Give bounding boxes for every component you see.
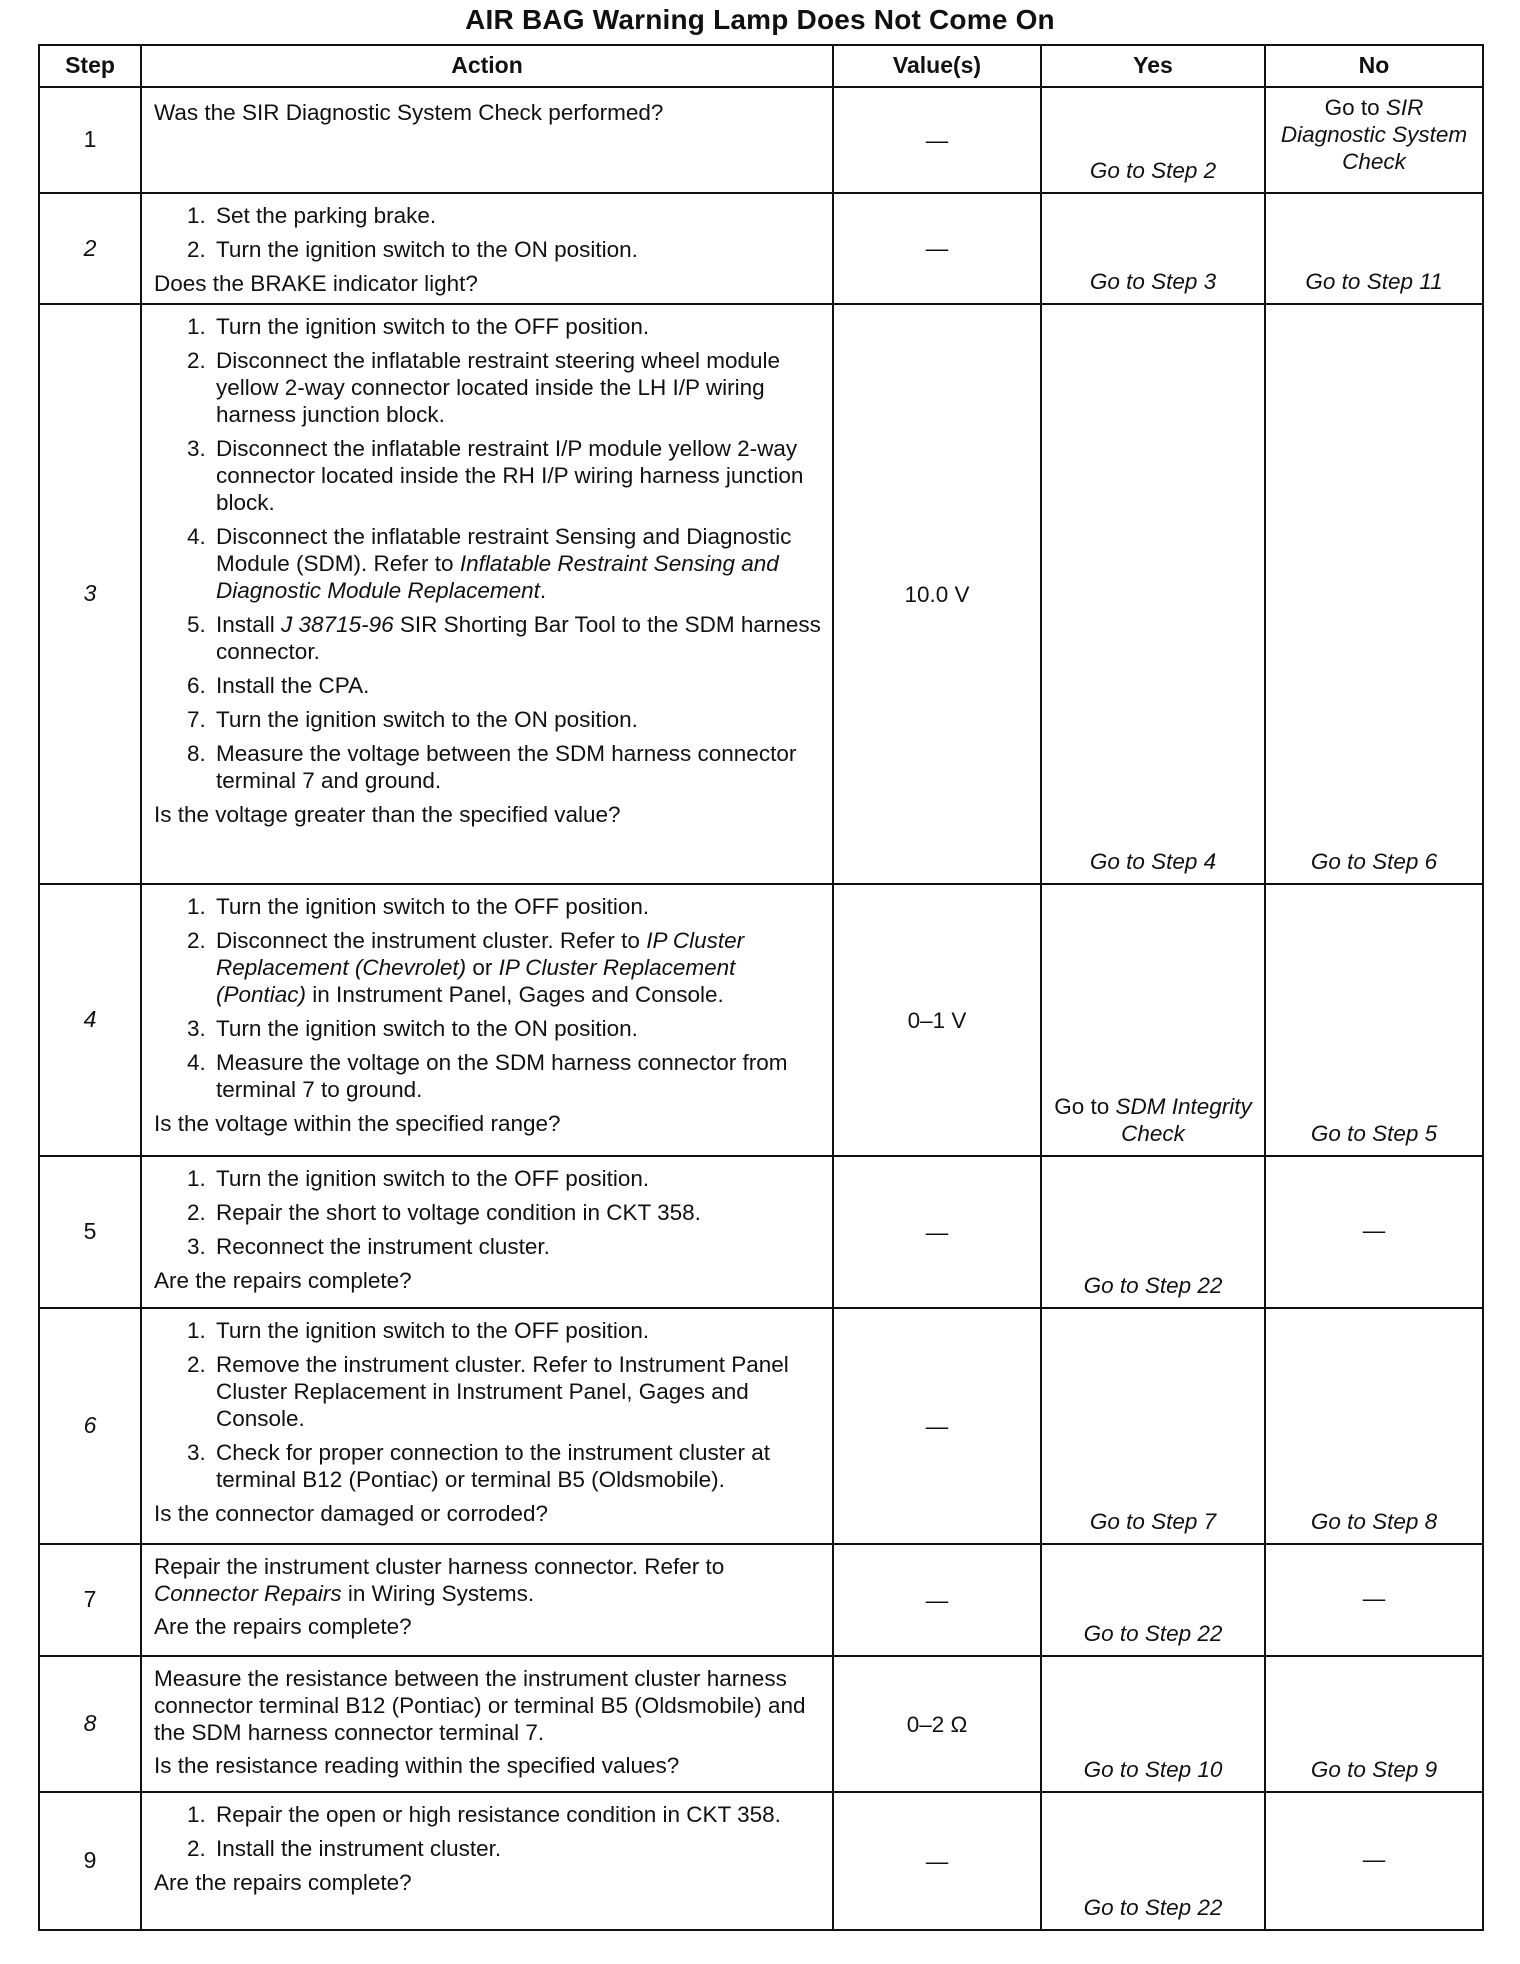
no-cell: Go to Step 11 <box>1265 193 1483 304</box>
value-cell: 0–1 V <box>833 884 1041 1156</box>
yes-cell: Go to Step 10 <box>1041 1656 1265 1792</box>
action-question: Are the repairs complete? <box>154 1268 412 1293</box>
no-prefix: Go to <box>1324 95 1386 120</box>
value-cell: — <box>833 1308 1041 1544</box>
action-step: 3. Check for proper connection to the instrument cluster at terminal B12 (Pontiac) or terminal B5 (Oldsmobile). <box>212 1439 822 1493</box>
action-question: Is the voltage greater than the specified value? <box>154 802 621 827</box>
yes-cell: Go to Step 7 <box>1041 1308 1265 1544</box>
step-number: 8 <box>39 1656 141 1792</box>
step-text: Install <box>216 612 282 637</box>
table-header-row <box>39 45 1483 87</box>
action-step: 1. Turn the ignition switch to the OFF position. <box>212 893 822 920</box>
action-step: 6. Install the CPA. <box>212 672 822 699</box>
yes-cell: Go to Step 22 <box>1041 1792 1265 1930</box>
action-step: 8. Measure the voltage between the SDM harness connector terminal 7 and ground. <box>212 740 822 794</box>
table-row <box>39 884 1483 1156</box>
doc-reference: IP Cluster Replacement (Chevrolet) <box>216 928 745 980</box>
action-step: 4. Measure the voltage on the SDM harness connector from terminal 7 to ground. <box>212 1049 822 1103</box>
step-number: 3 <box>39 304 141 884</box>
header-no: No <box>1265 45 1483 87</box>
action-step: 1. Set the parking brake. <box>212 202 822 229</box>
action-step: 3. Turn the ignition switch to the ON position. <box>212 1015 822 1042</box>
no-cell: — <box>1265 1792 1483 1930</box>
action-cell <box>141 193 833 304</box>
action-cell <box>141 304 833 884</box>
action-step: 1. Repair the open or high resistance condition in CKT 358. <box>212 1801 822 1828</box>
action-question: Are the repairs complete? <box>154 1870 412 1895</box>
no-cell <box>1265 87 1483 193</box>
no-cell: Go to Step 6 <box>1265 304 1483 884</box>
action-cell <box>141 87 833 193</box>
action-cell <box>141 1656 833 1792</box>
step-number: 4 <box>39 884 141 1156</box>
action-question: Is the connector damaged or corroded? <box>154 1501 548 1526</box>
tool-reference: J 38715-96 <box>281 612 394 637</box>
table-row <box>39 193 1483 304</box>
table-row <box>39 1544 1483 1656</box>
yes-cell: Go to Step 2 <box>1041 87 1265 193</box>
yes-reference: SDM Integrity Check <box>1115 1094 1252 1146</box>
table-row <box>39 1792 1483 1930</box>
action-step: 2. Install the instrument cluster. <box>212 1835 822 1862</box>
value-cell: — <box>833 1156 1041 1308</box>
doc-reference: Inflatable Restraint Sensing and Diagnostic Module Replacement <box>216 551 779 603</box>
action-step <box>212 523 822 604</box>
action-steps <box>154 1801 822 1862</box>
value-cell: 0–2 Ω <box>833 1656 1041 1792</box>
yes-prefix: Go to <box>1054 1094 1116 1119</box>
step-number: 6 <box>39 1308 141 1544</box>
header-action: Action <box>141 45 833 87</box>
action-step: 2. Turn the ignition switch to the ON position. <box>212 236 822 263</box>
doc-reference: IP Cluster Replacement (Pontiac) <box>216 955 736 1007</box>
action-cell <box>141 884 833 1156</box>
value-cell: — <box>833 1544 1041 1656</box>
no-reference: SIR Diagnostic System Check <box>1280 95 1468 174</box>
header-step: Step <box>39 45 141 87</box>
step-text-mid: or <box>466 955 499 980</box>
step-number: 1 <box>39 87 141 193</box>
action-step <box>212 927 822 1008</box>
action-steps <box>154 313 822 794</box>
action-step: 1. Turn the ignition switch to the OFF position. <box>212 1317 822 1344</box>
action-step: 7. Turn the ignition switch to the ON position. <box>212 706 822 733</box>
no-cell: Go to Step 9 <box>1265 1656 1483 1792</box>
no-cell: Go to Step 5 <box>1265 884 1483 1156</box>
no-cell: — <box>1265 1544 1483 1656</box>
doc-reference: Connector Repairs <box>154 1581 342 1606</box>
yes-cell: Go to Step 3 <box>1041 193 1265 304</box>
action-cell <box>141 1792 833 1930</box>
yes-cell: Go to Step 4 <box>1041 304 1265 884</box>
action-question: Does the BRAKE indicator light? <box>154 271 478 296</box>
action-step: 3. Disconnect the inflatable restraint I/P module yellow 2-way connector located inside the RH I/P wiring harness junction block. <box>212 435 822 516</box>
action-step: 2. Disconnect the inflatable restraint steering wheel module yellow 2-way connector located inside the LH I/P wiring harness junction block. <box>212 347 822 428</box>
action-step: 1. Turn the ignition switch to the OFF position. <box>212 1165 822 1192</box>
step-text: Disconnect the inflatable restraint Sensing and Diagnostic Module (SDM). Refer to <box>216 524 792 576</box>
action-text-tail: in Wiring Systems. <box>341 1581 535 1606</box>
action-cell <box>141 1544 833 1656</box>
action-step: 2. Repair the short to voltage condition in CKT 358. <box>212 1199 822 1226</box>
table-row <box>39 304 1483 884</box>
no-cell: Go to Step 8 <box>1265 1308 1483 1544</box>
table-row <box>39 1308 1483 1544</box>
step-number: 2 <box>39 193 141 304</box>
step-number: 5 <box>39 1156 141 1308</box>
action-text: Measure the resistance between the instrument cluster harness connector terminal B12 (Pontiac) or terminal B5 (Oldsmobile) and the SDM harness connector terminal 7. <box>154 1666 806 1745</box>
action-question: Are the repairs complete? <box>154 1614 412 1639</box>
action-step: 3. Reconnect the instrument cluster. <box>212 1233 822 1260</box>
action-steps <box>154 202 822 263</box>
action-question: Is the resistance reading within the specified values? <box>154 1753 680 1778</box>
yes-cell: Go to Step 22 <box>1041 1156 1265 1308</box>
no-cell: — <box>1265 1156 1483 1308</box>
step-text-tail: SIR Shorting Bar Tool to the SDM harness connector. <box>216 612 821 664</box>
action-text <box>154 1553 822 1607</box>
action-question: Was the SIR Diagnostic System Check performed? <box>154 100 664 125</box>
action-step: 2. Remove the instrument cluster. Refer to Instrument Panel Cluster Replacement in Instrument Panel, Gages and Console. <box>212 1351 822 1432</box>
action-steps <box>154 893 822 1103</box>
header-values: Value(s) <box>833 45 1041 87</box>
page-title: AIR BAG Warning Lamp Does Not Come On <box>465 4 1055 35</box>
value-cell: — <box>833 1792 1041 1930</box>
value-cell: — <box>833 87 1041 193</box>
action-step: 1. Turn the ignition switch to the OFF position. <box>212 313 822 340</box>
action-cell <box>141 1308 833 1544</box>
diagnostic-table <box>38 44 1484 1931</box>
action-question: Is the voltage within the specified range? <box>154 1111 561 1136</box>
table-row <box>39 87 1483 193</box>
value-cell: 10.0 V <box>833 304 1041 884</box>
step-number: 9 <box>39 1792 141 1930</box>
action-steps <box>154 1165 822 1260</box>
table-row <box>39 1156 1483 1308</box>
yes-cell: Go to Step 22 <box>1041 1544 1265 1656</box>
yes-cell <box>1041 884 1265 1156</box>
step-number: 7 <box>39 1544 141 1656</box>
action-steps <box>154 1317 822 1493</box>
action-step <box>212 611 822 665</box>
step-text: Disconnect the instrument cluster. Refer to <box>216 928 647 953</box>
header-yes: Yes <box>1041 45 1265 87</box>
action-text-lead: Repair the instrument cluster harness connector. Refer to <box>154 1554 725 1579</box>
action-cell <box>141 1156 833 1308</box>
value-cell: — <box>833 193 1041 304</box>
step-text-tail: in Instrument Panel, Gages and Console. <box>306 982 724 1007</box>
table-row <box>39 1656 1483 1792</box>
step-text-tail: . <box>539 578 547 603</box>
